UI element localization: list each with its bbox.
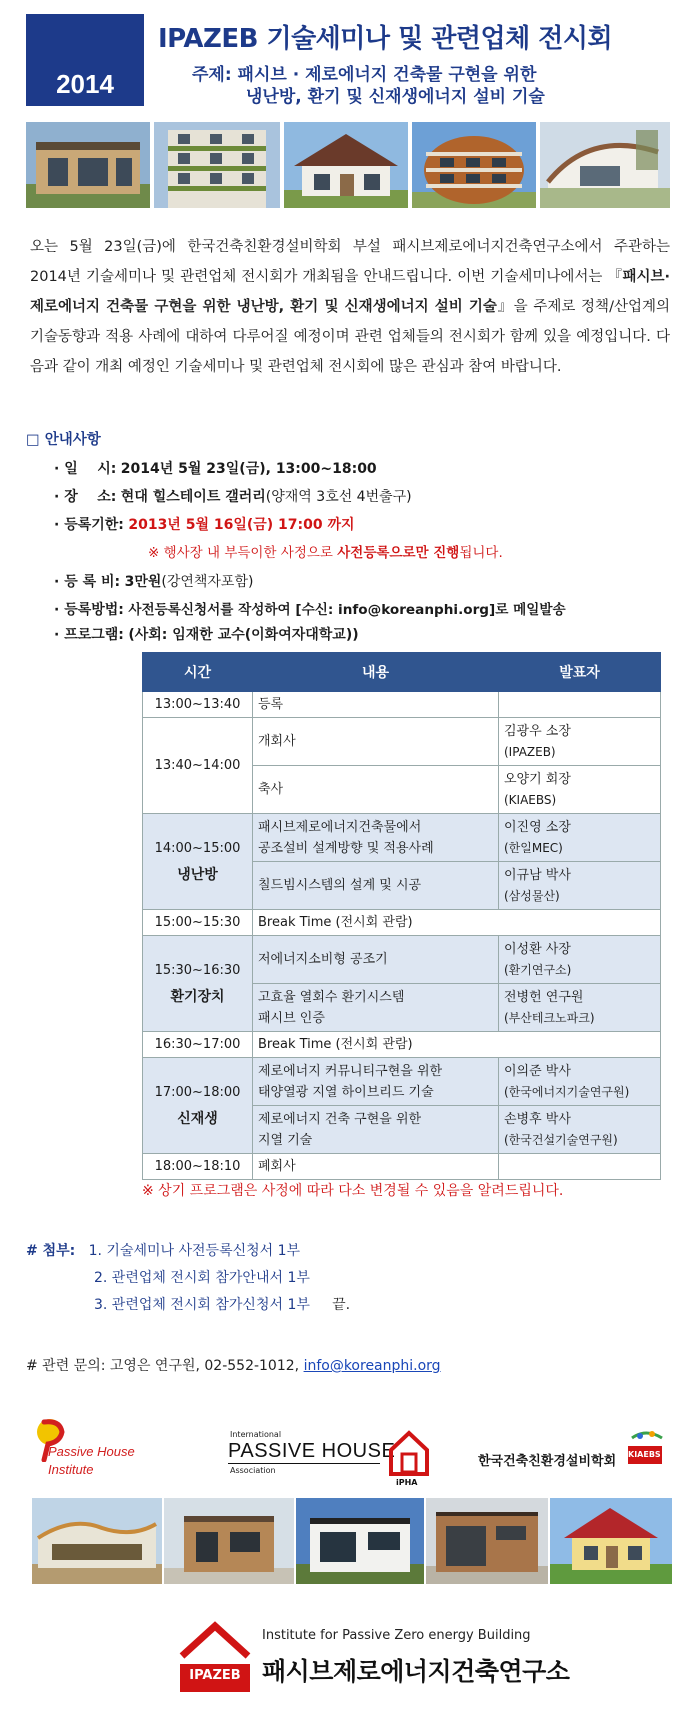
session-time: 17:00~18:00 — [154, 1084, 241, 1100]
info-value: (사회: 임재한 교수(이화여자대학교)) — [128, 627, 359, 643]
table-row — [143, 718, 661, 766]
speaker-name: 이규남 박사 — [504, 867, 571, 883]
building-photo — [426, 1498, 548, 1584]
intro-text: 』을 주제로 정책/산업계의 기술동향과 적용 사례에 대하여 다루어질 예정이며 관련 업체들의 전시회가 함께 있을 예정입니다. 다음과 같이 개최 예정인 기술세미나 및 관련업체 전시회에 많은 관심과 참여 바랍니다. — [30, 299, 670, 375]
speaker-org: (KIAEBS) — [504, 792, 557, 807]
info-fee — [54, 571, 253, 591]
kiaebs-logo — [478, 1424, 668, 1484]
info-value: 사전등록신청서를 작성하여 [수신: info@koreanphi.org]로 메일발송 — [128, 602, 566, 618]
content-line: 제로에너지 건축 구현을 위한 — [258, 1111, 422, 1127]
info-detail: (강연책자포함) — [161, 574, 254, 590]
ipazeb-tag: IPAZEB — [189, 1668, 241, 1683]
break-cell: Break Time (전시회 관람) — [253, 1032, 661, 1058]
speaker-cell — [499, 862, 661, 910]
session-time-cell — [143, 936, 253, 1032]
building-photo — [296, 1498, 424, 1584]
year-box — [26, 14, 144, 106]
content-line: 패시브 인증 — [258, 1010, 325, 1026]
phi-line-2: Institute — [48, 1462, 94, 1477]
info-label: · 등록기한: — [54, 517, 124, 533]
phi-line-1: Passive House — [48, 1444, 135, 1459]
content-cell — [253, 814, 499, 862]
page-title: IPAZEB 기술세미나 및 관련업체 전시회 — [158, 24, 613, 54]
column-header-speaker: 발표자 — [499, 653, 661, 692]
content-cell: 칠드빔시스템의 설계 및 시공 — [253, 862, 499, 910]
time-cell: 18:00~18:10 — [143, 1154, 253, 1180]
session-title: 신재생 — [177, 1110, 218, 1127]
attachments — [26, 1238, 350, 1319]
subtitle-line-1: 주제: 패시브 · 제로에너지 건축물 구현을 위한 — [192, 65, 537, 85]
speaker-cell — [499, 1106, 661, 1154]
contact-line — [26, 1355, 441, 1375]
session-time-cell — [143, 814, 253, 910]
passive-house-institute-logo — [34, 1418, 154, 1484]
speaker-org: (IPAZEB) — [504, 744, 556, 759]
ipazeb-logo — [178, 1618, 570, 1700]
content-cell: 개회사 — [253, 718, 499, 766]
notice-heading: □ 안내사항 — [26, 432, 101, 448]
building-photo — [550, 1498, 672, 1584]
attachment-item: 1. 기술세미나 사전등록신청서 1부 — [88, 1243, 301, 1259]
ipha-logo — [228, 1430, 440, 1490]
program-table — [142, 652, 661, 1180]
speaker-cell — [499, 814, 661, 862]
speaker-org: (삼성물산) — [504, 888, 560, 903]
session-title: 냉난방 — [177, 866, 218, 883]
table-header-row — [143, 653, 661, 692]
subtitle-line-2: 냉난방, 환기 및 신재생에너지 설비 기술 — [246, 87, 545, 107]
intro-text: 오는 5월 23일(금)에 한국건축친환경설비학회 부설 패시브제로에너지건축연구소에서 주관하는 2014년 기술세미나 및 관련업체 전시회가 개최됨을 안내드립니다. 이번 기술세미나에서는 『 — [30, 239, 670, 285]
content-line: 지열 기술 — [258, 1132, 313, 1148]
content-line: 공조설비 설계방향 및 적용사례 — [258, 840, 434, 856]
ipha-tag: iPHA — [396, 1478, 418, 1487]
content-cell — [253, 1058, 499, 1106]
session-time: 15:30~16:30 — [154, 962, 241, 978]
speaker-cell — [499, 1058, 661, 1106]
speaker-cell — [499, 692, 661, 718]
info-place — [54, 486, 412, 506]
kiaebs-name: 한국건축친환경설비학회 — [478, 1454, 617, 1469]
speaker-cell — [499, 936, 661, 984]
info-method — [54, 598, 566, 619]
speaker-name: 이성환 사장 — [504, 941, 571, 957]
kiaebs-tag: KIAEBS — [628, 1450, 661, 1459]
column-header-content: 내용 — [253, 653, 499, 692]
ipha-assoc-text: Association — [230, 1466, 276, 1475]
building-photo — [284, 122, 408, 208]
content-cell: 축사 — [253, 766, 499, 814]
time-cell: 13:40~14:00 — [143, 718, 253, 814]
content-cell — [253, 984, 499, 1032]
speaker-org: (한국에너지기술연구원) — [504, 1084, 630, 1099]
content-cell: 저에너지소비형 공조기 — [253, 936, 499, 984]
info-label: · 등 록 비: — [54, 574, 121, 590]
building-photo — [32, 1498, 162, 1584]
note-emphasis: 사전등록으로만 진행 — [337, 545, 460, 561]
header-banner — [26, 14, 678, 106]
intro-paragraph — [30, 232, 670, 382]
ipazeb-english-name: Institute for Passive Zero energy Building — [262, 1628, 531, 1643]
column-header-time: 시간 — [143, 653, 253, 692]
attachments-label: # 첨부: — [26, 1243, 76, 1259]
speaker-name: 전병헌 연구원 — [504, 989, 584, 1005]
kiaebs-mark-icon — [624, 1428, 668, 1468]
speaker-org: (부산테크노파크) — [504, 1010, 595, 1025]
note-text: 됩니다. — [459, 545, 503, 561]
content-cell: 등록 — [253, 692, 499, 718]
table-row — [143, 936, 661, 984]
attachment-item: 2. 관련업체 전시회 참가안내서 1부 — [94, 1270, 310, 1286]
table-row — [143, 1058, 661, 1106]
info-value: 3만원 — [124, 574, 162, 590]
session-time: 14:00~15:00 — [154, 840, 241, 856]
content-line: 제로에너지 커뮤니티구현을 위한 — [258, 1063, 443, 1079]
session-title: 환기장치 — [170, 988, 225, 1005]
contact-text: # 관련 문의: 고영은 연구원, 02-552-1012, — [26, 1358, 300, 1374]
speaker-name: 김광우 소장 — [504, 723, 571, 739]
break-cell: Break Time (전시회 관람) — [253, 910, 661, 936]
speaker-cell — [499, 1154, 661, 1180]
content-line: 패시브제로에너지건축물에서 — [258, 819, 422, 835]
speaker-org: (한국건설기술연구원) — [504, 1132, 618, 1147]
content-line: 태양열광 지열 하이브리드 기술 — [258, 1084, 434, 1100]
table-row — [143, 1032, 661, 1058]
building-photo — [412, 122, 536, 208]
info-deadline — [54, 514, 355, 534]
intro-theme: 패시브·제로에너지 건축물 구현을 위한 냉난방, 환기 및 신재생에너지 설비 기술 — [30, 269, 670, 315]
time-cell: 15:00~15:30 — [143, 910, 253, 936]
ipha-small-text: International — [230, 1430, 282, 1439]
info-value: 2013년 5월 16일(금) 17:00 까지 — [128, 517, 355, 533]
info-value: 현대 힐스테이트 갤러리 — [120, 489, 266, 505]
table-row — [143, 1154, 661, 1180]
info-detail: (양재역 3호선 4번출구) — [265, 489, 412, 505]
table-row — [143, 692, 661, 718]
speaker-cell — [499, 718, 661, 766]
info-label: · 장 소: — [54, 489, 117, 505]
attachment-item: 3. 관련업체 전시회 참가신청서 1부 — [94, 1297, 310, 1313]
building-photo — [164, 1498, 294, 1584]
table-row — [143, 910, 661, 936]
time-cell: 16:30~17:00 — [143, 1032, 253, 1058]
house-outline-icon — [388, 1430, 430, 1478]
deadline-note — [148, 541, 503, 561]
speaker-name: 손병후 박사 — [504, 1111, 571, 1127]
building-photo — [26, 122, 150, 208]
content-cell: 폐회사 — [253, 1154, 499, 1180]
speaker-cell — [499, 766, 661, 814]
content-line: 고효율 열회수 환기시스템 — [258, 989, 405, 1005]
info-label: · 일 시: — [54, 461, 117, 477]
session-time-cell — [143, 1058, 253, 1154]
table-row — [143, 814, 661, 862]
ipazeb-korean-name: 패시브제로에너지건축연구소 — [262, 1657, 570, 1686]
time-cell: 13:00~13:40 — [143, 692, 253, 718]
speaker-cell — [499, 984, 661, 1032]
speaker-name: 이의준 박사 — [504, 1063, 571, 1079]
speaker-name: 이진영 소장 — [504, 819, 571, 835]
ipha-main-text: PASSIVE HOUSE — [228, 1440, 396, 1462]
contact-email-link[interactable]: info@koreanphi.org — [303, 1358, 441, 1374]
content-cell — [253, 1106, 499, 1154]
info-program — [54, 624, 359, 644]
end-mark: 끝. — [332, 1297, 351, 1313]
info-date — [54, 458, 377, 478]
year-label: 2014 — [56, 69, 114, 99]
speaker-name: 오양기 회장 — [504, 771, 571, 787]
speaker-org: (한일MEC) — [504, 840, 563, 855]
info-label: · 등록방법: — [54, 602, 124, 618]
building-photo — [540, 122, 670, 208]
note-text: ※ 행사장 내 부득이한 사정으로 — [148, 545, 338, 561]
table-note: ※ 상기 프로그램은 사정에 따라 다소 변경될 수 있음을 알려드립니다. — [142, 1183, 564, 1199]
info-label: · 프로그램: — [54, 627, 124, 643]
info-value: 2014년 5월 23일(금), 13:00~18:00 — [120, 461, 377, 477]
building-photo — [154, 122, 280, 208]
speaker-org: (환기연구소) — [504, 962, 572, 977]
